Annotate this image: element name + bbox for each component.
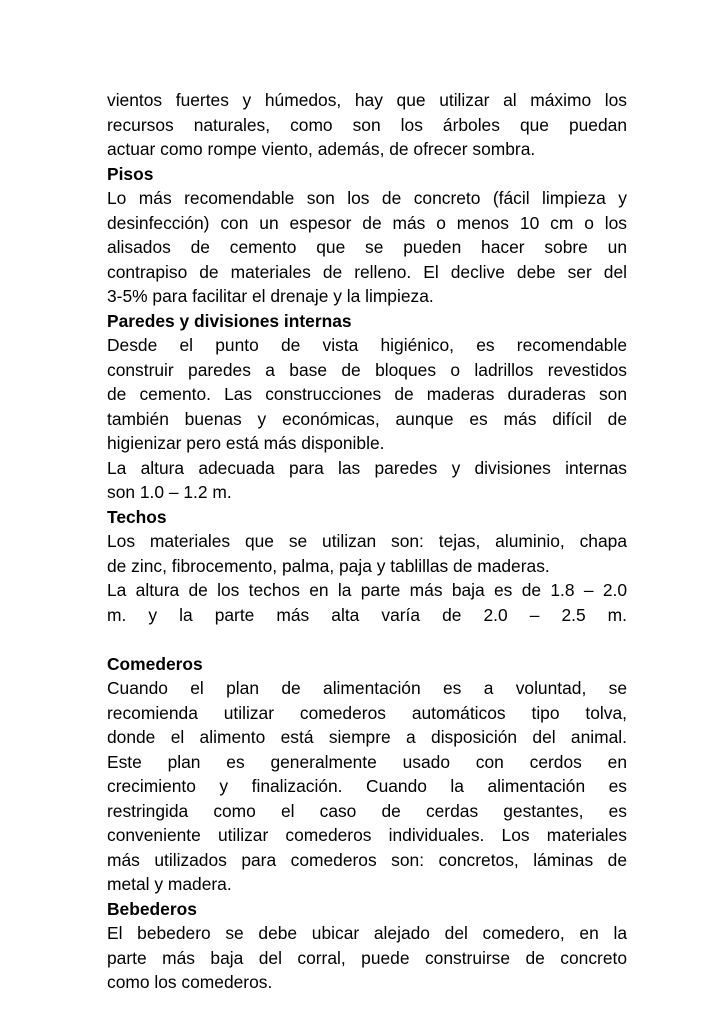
text-line: crecimiento y finalización. Cuando la alimentación es bbox=[107, 776, 627, 796]
text-line: recomienda utilizar comederos automáticos tipo tolva, bbox=[107, 702, 627, 723]
text-line: parte más baja del corral, puede construirse de concreto bbox=[107, 947, 627, 968]
section-heading: Comederos bbox=[107, 653, 203, 674]
text-line: Este plan es generalmente usado con cerdos en bbox=[107, 751, 627, 772]
text-line: Desde el punto de vista higiénico, es recomendable bbox=[107, 335, 627, 355]
text-line: de cemento. Las construcciones de maderas duraderas son bbox=[107, 384, 627, 404]
section-techos bbox=[107, 505, 627, 628]
section-heading: Techos bbox=[107, 506, 167, 527]
section-heading: Paredes y divisiones internas bbox=[107, 310, 352, 331]
text-line: contrapiso de materiales de relleno. El declive debe ser del bbox=[107, 261, 627, 282]
text-line: donde el alimento está siempre a disposición del animal. bbox=[107, 727, 627, 747]
text-line: La altura de los techos en la parte más baja es de 1.8 – 2.0 bbox=[107, 580, 627, 600]
text-line: desinfección) con un espesor de más o menos 10 cm o los bbox=[107, 212, 627, 233]
text-line: restringida como el caso de cerdas gestantes, es bbox=[107, 800, 627, 821]
text-line: son 1.0 – 1.2 m. bbox=[107, 482, 232, 502]
section-bebederos bbox=[107, 897, 627, 995]
intro-paragraph bbox=[107, 88, 627, 162]
text-line: más utilizados para comederos son: concretos, láminas de bbox=[107, 849, 627, 870]
text-line: m. y la parte más alta varía de 2.0 – 2.5 m. bbox=[107, 604, 627, 625]
section-comederos bbox=[107, 652, 627, 897]
section-paredes bbox=[107, 309, 627, 505]
blank-line bbox=[107, 627, 627, 652]
text-line: La altura adecuada para las paredes y divisiones internas bbox=[107, 457, 627, 478]
document-page bbox=[107, 88, 627, 995]
text-line: recursos naturales, como son los árboles que puedan bbox=[107, 114, 627, 135]
text-line: higienizar pero está más disponible. bbox=[107, 433, 385, 453]
text-line: también buenas y económicas, aunque es más difícil de bbox=[107, 408, 627, 429]
section-pisos bbox=[107, 162, 627, 309]
text-line: actuar como rompe viento, además, de ofrecer sombra. bbox=[107, 139, 536, 159]
text-line: Lo más recomendable son los de concreto (fácil limpieza y bbox=[107, 188, 627, 208]
text-line: como los comederos. bbox=[107, 972, 273, 992]
text-line: vientos fuertes y húmedos, hay que utilizar al máximo los bbox=[107, 90, 627, 110]
section-heading: Pisos bbox=[107, 163, 154, 184]
text-line: Cuando el plan de alimentación es a voluntad, se bbox=[107, 678, 627, 698]
text-line: metal y madera. bbox=[107, 874, 232, 894]
text-line: 3-5% para facilitar el drenaje y la limpieza. bbox=[107, 286, 434, 306]
text-line: alisados de cemento que se pueden hacer sobre un bbox=[107, 237, 627, 257]
text-line: de zinc, fibrocemento, palma, paja y tablillas de maderas. bbox=[107, 555, 550, 576]
text-line: construir paredes a base de bloques o ladrillos revestidos bbox=[107, 359, 627, 380]
text-line: El bebedero se debe ubicar alejado del comedero, en la bbox=[107, 923, 627, 943]
text-line: conveniente utilizar comederos individuales. Los materiales bbox=[107, 825, 627, 845]
section-heading: Bebederos bbox=[107, 898, 197, 919]
text-line: Los materiales que se utilizan son: tejas, aluminio, chapa bbox=[107, 531, 627, 551]
